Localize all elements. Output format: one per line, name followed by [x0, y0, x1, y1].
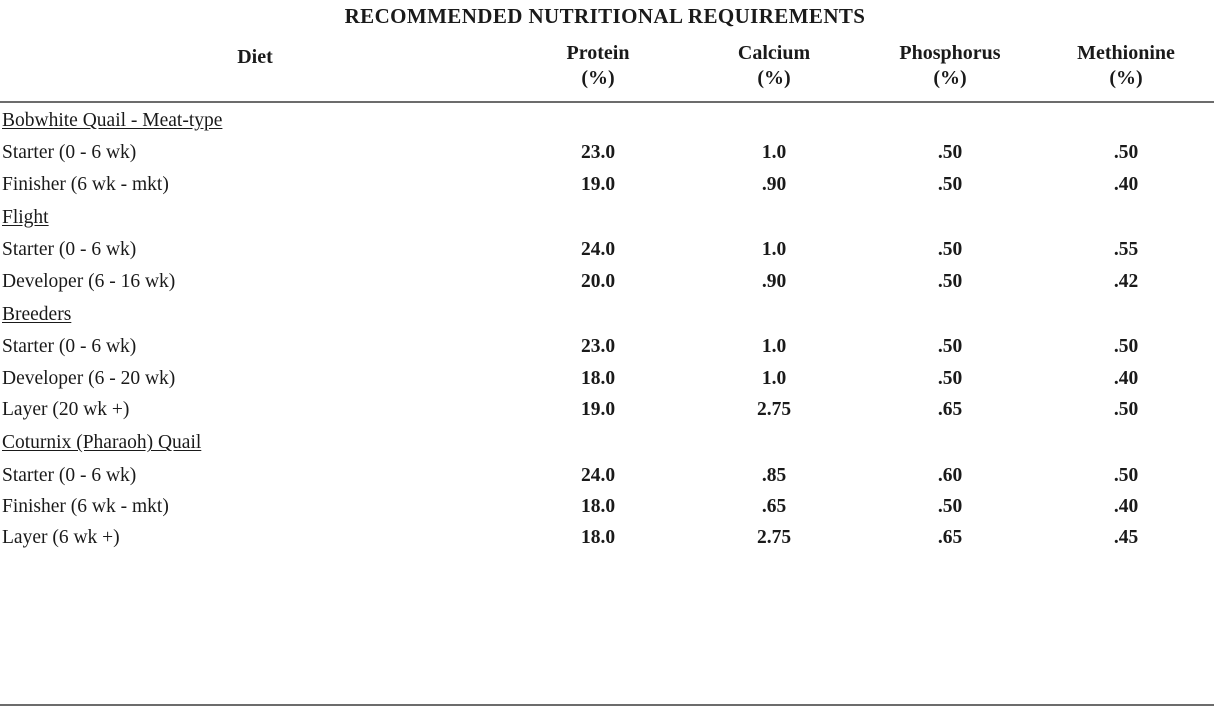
- table-row: [0, 234, 1214, 265]
- cell-protein: [510, 102, 686, 137]
- cell-calcium: .90: [761, 270, 787, 292]
- cell-diet: Coturnix (Pharaoh) Quail: [2, 432, 202, 454]
- cell-diet: Finisher (6 wk - mkt): [2, 496, 169, 518]
- cell-calcium: 1.0: [761, 239, 787, 261]
- cell-phosphorus: .50: [937, 239, 963, 261]
- cell-methionine: .55: [1113, 239, 1139, 261]
- cell-phosphorus: .65: [937, 399, 963, 421]
- cell-phosphorus: .60: [937, 464, 963, 486]
- column-header-methionine: [1038, 35, 1214, 101]
- cell-calcium: 1.0: [761, 367, 787, 389]
- cell-methionine: .50: [1113, 464, 1139, 486]
- page-title: RECOMMENDED NUTRITIONAL REQUIREMENTS: [344, 4, 866, 28]
- cell-diet: Starter (0 - 6 wk): [2, 464, 137, 486]
- cell-phosphorus: .50: [937, 367, 963, 389]
- cell-protein: 20.0: [580, 270, 616, 292]
- cell-calcium: [686, 297, 862, 331]
- cell-calcium: [686, 425, 862, 459]
- cell-phosphorus: .50: [937, 142, 963, 164]
- cell-diet: Flight: [2, 207, 49, 229]
- cell-methionine: .42: [1113, 270, 1139, 292]
- cell-phosphorus: [862, 200, 1038, 234]
- cell-calcium: 1.0: [761, 142, 787, 164]
- cell-methionine: [1038, 102, 1214, 137]
- table-row: [0, 491, 1214, 522]
- cell-methionine: .40: [1113, 173, 1139, 195]
- cell-methionine: .50: [1113, 142, 1139, 164]
- cell-methionine: [1038, 425, 1214, 459]
- table-row: [0, 331, 1214, 362]
- cell-calcium: .90: [761, 173, 787, 195]
- table-group-row: [0, 297, 1214, 331]
- cell-methionine: .50: [1113, 399, 1139, 421]
- table-row: [0, 266, 1214, 297]
- column-header-diet-label: Diet: [237, 45, 273, 68]
- cell-methionine: .40: [1113, 496, 1139, 518]
- table-group-row: [0, 102, 1214, 137]
- cell-calcium: [686, 102, 862, 137]
- column-header-diet: [0, 35, 510, 101]
- cell-protein: 18.0: [580, 527, 616, 549]
- cell-protein: 23.0: [580, 142, 616, 164]
- column-header-methionine-unit: (%): [1109, 67, 1143, 89]
- table-row: [0, 137, 1214, 168]
- column-header-protein-label: Protein: [566, 42, 630, 64]
- cell-phosphorus: [862, 102, 1038, 137]
- cell-phosphorus: .50: [937, 270, 963, 292]
- cell-protein: 24.0: [580, 464, 616, 486]
- column-header-calcium-unit: (%): [757, 67, 791, 89]
- cell-methionine: .40: [1113, 367, 1139, 389]
- table-group-row: [0, 425, 1214, 459]
- cell-diet: Starter (0 - 6 wk): [2, 336, 137, 358]
- cell-protein: [510, 200, 686, 234]
- table-row: [0, 522, 1214, 553]
- table-group-row: [0, 200, 1214, 234]
- cell-calcium: 1.0: [761, 336, 787, 358]
- cell-diet: Layer (20 wk +): [2, 399, 130, 421]
- cell-protein: [510, 425, 686, 459]
- cell-diet: Starter (0 - 6 wk): [2, 142, 137, 164]
- cell-methionine: [1038, 297, 1214, 331]
- table-row: [0, 363, 1214, 394]
- column-header-calcium-label: Calcium: [737, 42, 811, 64]
- column-header-methionine-label: Methionine: [1077, 42, 1175, 64]
- cell-diet: Layer (6 wk +): [2, 527, 120, 549]
- cell-diet: Developer (6 - 20 wk): [2, 367, 176, 389]
- table-header: [0, 35, 1214, 102]
- column-header-protein-unit: (%): [581, 67, 615, 89]
- column-header-phosphorus-label: Phosphorus: [899, 42, 1001, 64]
- column-header-phosphorus: [862, 35, 1038, 101]
- table-bottom-divider: [0, 704, 1214, 706]
- cell-phosphorus: .65: [937, 527, 963, 549]
- table-row: [0, 460, 1214, 491]
- cell-protein: 19.0: [580, 173, 616, 195]
- cell-phosphorus: .50: [937, 173, 963, 195]
- cell-diet: Starter (0 - 6 wk): [2, 239, 137, 261]
- cell-methionine: [1038, 200, 1214, 234]
- cell-calcium: 2.75: [756, 399, 792, 421]
- cell-protein: 24.0: [580, 239, 616, 261]
- cell-calcium: .65: [761, 496, 787, 518]
- table-row: [0, 394, 1214, 425]
- cell-diet: Finisher (6 wk - mkt): [2, 173, 169, 195]
- cell-protein: [510, 297, 686, 331]
- cell-phosphorus: [862, 425, 1038, 459]
- cell-protein: 23.0: [580, 336, 616, 358]
- column-header-phosphorus-unit: (%): [933, 67, 967, 89]
- column-header-protein: [510, 35, 686, 101]
- table-body: [0, 102, 1214, 554]
- cell-calcium: [686, 200, 862, 234]
- cell-protein: 18.0: [580, 367, 616, 389]
- cell-phosphorus: [862, 297, 1038, 331]
- cell-calcium: 2.75: [756, 527, 792, 549]
- cell-diet: Breeders: [2, 304, 72, 326]
- nutrition-table: [0, 35, 1214, 554]
- cell-protein: 19.0: [580, 399, 616, 421]
- table-header-row: [0, 35, 1214, 101]
- column-header-calcium: [686, 35, 862, 101]
- cell-methionine: .45: [1113, 527, 1139, 549]
- cell-calcium: .85: [761, 464, 787, 486]
- table-row: [0, 169, 1214, 200]
- cell-methionine: .50: [1113, 336, 1139, 358]
- cell-phosphorus: .50: [937, 336, 963, 358]
- cell-protein: 18.0: [580, 496, 616, 518]
- cell-diet: Developer (6 - 16 wk): [2, 270, 176, 292]
- cell-phosphorus: .50: [937, 496, 963, 518]
- cell-diet: Bobwhite Quail - Meat-type: [2, 110, 223, 131]
